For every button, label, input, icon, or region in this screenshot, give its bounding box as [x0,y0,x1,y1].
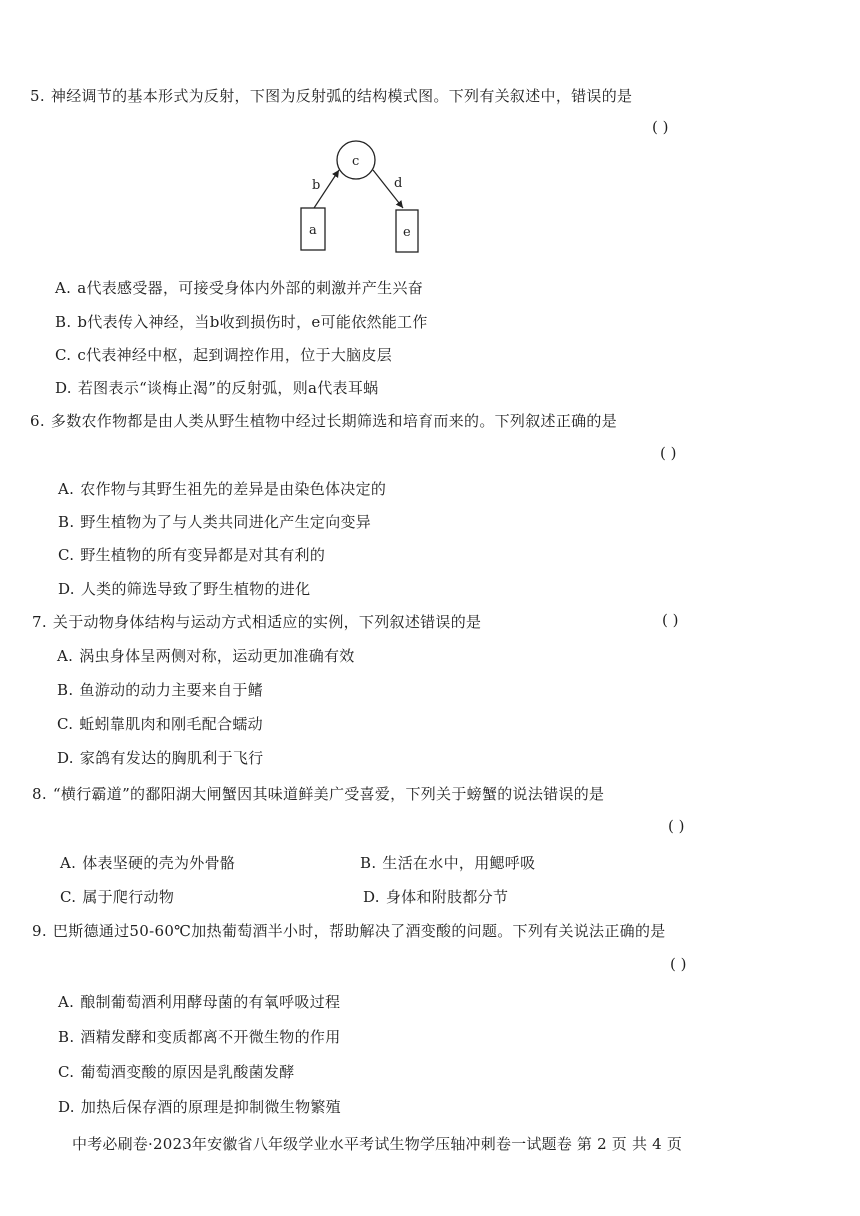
option-d: D. 人类的筛选导致了野生植物的进化 [58,580,311,598]
option-c: C. 蚯蚓靠肌肉和刚毛配合蠕动 [57,715,263,733]
question-text: 神经调节的基本形式为反射，下图为反射弧的结构模式图。下列有关叙述中，错误的是 [50,87,633,105]
question-number: 6. [30,412,45,430]
option-d: D. 若图表示“谈梅止渴”的反射弧，则a代表耳蜗 [55,379,379,397]
question-text: 巴斯德通过50-60℃加热葡萄酒半小时，帮助解决了酒变酸的问题。下列有关说法正确的是 [52,922,666,940]
option-c: C. c代表神经中枢，起到调控作用，位于大脑皮层 [55,346,393,364]
answer-bracket: ( ) [660,444,677,462]
question-text: 多数农作物都是由人类从野生植物中经过长期筛选和培育而来的。下列叙述正确的是 [50,412,618,430]
answer-bracket: ( ) [668,817,685,835]
option-b: B. 鱼游动的动力主要来自于鳍 [57,681,264,699]
question-text: “横行霸道”的鄱阳湖大闸蟹因其味道鲜美广受喜爱，下列关于螃蟹的说法错误的是 [52,785,605,803]
answer-bracket: ( ) [670,955,687,973]
question-7-stem [32,611,481,632]
question-9-stem [32,920,666,941]
option-c: C. 属于爬行动物 [60,888,175,906]
option-a: A. 涡虫身体呈两侧对称，运动更加准确有效 [57,647,355,665]
reflex-arc-diagram [290,130,450,265]
node-a-label: a [309,223,317,238]
node-e-label: e [403,225,411,240]
question-number: 5. [30,87,45,105]
option-a: A. 酿制葡萄酒利用酵母菌的有氧呼吸过程 [58,993,341,1011]
option-b: B. b代表传入神经，当b收到损伤时，e可能依然能工作 [55,313,428,331]
answer-bracket: ( ) [662,611,679,629]
question-8-stem [32,783,604,804]
option-c: C. 野生植物的所有变异都是对其有利的 [58,546,326,564]
question-6-stem [30,410,617,431]
option-a: A. a代表感受器，可接受身体内外部的刺激并产生兴奋 [55,279,424,297]
option-b: B. 野生植物为了与人类共同进化产生定向变异 [58,513,372,531]
option-b: B. 酒精发酵和变质都离不开微生物的作用 [58,1028,341,1046]
option-b: B. 生活在水中，用鳃呼吸 [360,854,536,872]
node-d-label: d [394,176,403,191]
question-number: 8. [32,785,47,803]
option-d: D. 加热后保存酒的原理是抑制微生物繁殖 [58,1098,341,1116]
option-a: A. 农作物与其野生祖先的差异是由染色体决定的 [58,480,387,498]
page-footer: 中考必刷卷·2023年安徽省八年级学业水平考试生物学压轴冲刺卷一试题卷 第 2 页 共 4 页 [72,1135,683,1153]
question-number: 9. [32,922,47,940]
option-d: D. 身体和附肢都分节 [363,888,509,906]
option-c: C. 葡萄酒变酸的原因是乳酸菌发酵 [58,1063,295,1081]
answer-bracket: ( ) [652,118,669,136]
question-number: 7. [32,613,47,631]
question-5-stem [30,85,632,106]
option-a: A. 体表坚硬的壳为外骨骼 [60,854,236,872]
option-d: D. 家鸽有发达的胸肌利于飞行 [57,749,264,767]
question-text: 关于动物身体结构与运动方式相适应的实例，下列叙述错误的是 [52,613,482,631]
node-c-label: c [352,154,360,169]
node-b-label: b [312,178,321,193]
